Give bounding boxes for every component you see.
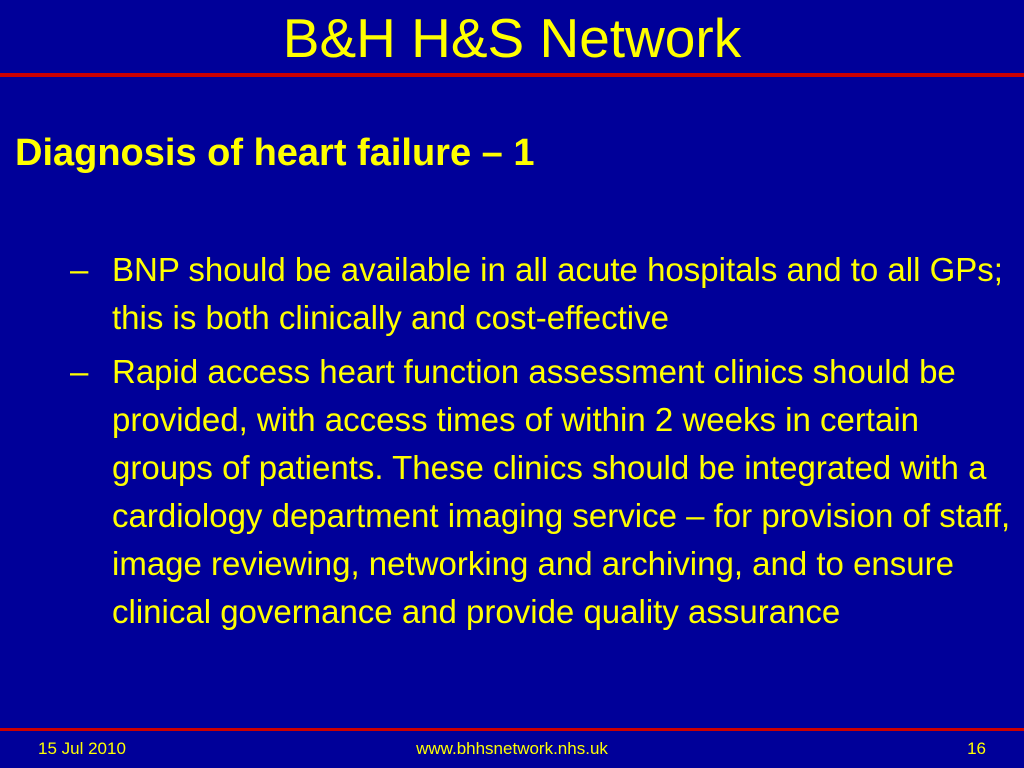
title-divider <box>0 73 1024 77</box>
dash-bullet-icon: – <box>70 353 89 390</box>
bullet-text: BNP should be available in all acute hospitals and to all GPs; this is both clinically and cost-effective <box>112 251 1003 336</box>
footer-url[interactable]: www.bhhsnetwork.nhs.uk <box>416 739 608 758</box>
footer-divider <box>0 728 1024 731</box>
bullet-list <box>70 246 1020 642</box>
dash-bullet-icon: – <box>70 251 89 288</box>
bullet-item <box>70 246 1020 342</box>
page-number: 16 <box>967 739 986 758</box>
footer-date: 15 Jul 2010 <box>38 739 126 758</box>
bullet-item <box>70 348 1020 636</box>
section-heading: Diagnosis of heart failure – 1 <box>15 132 535 174</box>
slide-title: B&H H&S Network <box>282 7 742 69</box>
bullet-text: Rapid access heart function assessment clinics should be provided, with access times of within 2 weeks in certain groups of patients. These clinics should be integrated with a cardiology department imaging service – for provision of staff, image reviewing, networking and archiving, and to ensure clinical governance and provide quality assurance <box>112 353 1011 630</box>
